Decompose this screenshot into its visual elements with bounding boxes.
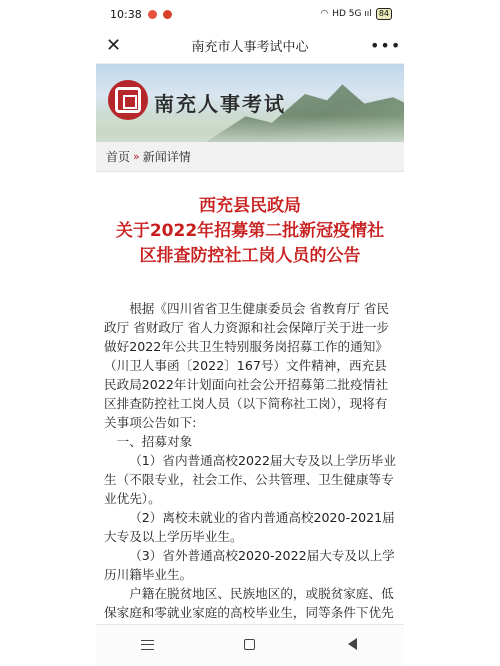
back-button[interactable] — [333, 638, 373, 654]
app-notification-icon — [148, 10, 157, 19]
status-left — [110, 8, 172, 21]
page-title: 南充市人事考试中心 — [191, 40, 309, 55]
back-triangle-icon — [348, 638, 357, 650]
article-title-line: 西充县民政局 — [199, 196, 301, 216]
banner-haze — [96, 116, 404, 142]
site-banner — [96, 64, 404, 142]
recent-apps-button[interactable] — [127, 638, 167, 654]
breadcrumb-home-link[interactable]: 首页 — [106, 150, 131, 164]
home-square-icon — [244, 639, 255, 650]
breadcrumb-separator-icon: » — [133, 150, 140, 163]
article-paragraph: 户籍在脱贫地区、民族地区的，或脱贫家庭、低保家庭和零就业家庭的高校毕业生，同等条件下优先 — [104, 586, 394, 620]
more-menu-button[interactable]: ••• — [369, 36, 402, 55]
system-navigation-bar — [96, 624, 404, 666]
status-right — [320, 8, 392, 20]
home-button[interactable] — [230, 638, 270, 654]
article-paragraph: （1）省内普通高校2022届大专及以上学历毕业生（不限专业，社会工作、公共管理、卫生健康等专业优先）。 — [104, 453, 396, 506]
close-icon[interactable]: ✕ — [106, 35, 122, 56]
logo-mark — [115, 87, 141, 113]
battery-icon: 84 — [376, 8, 392, 20]
article-paragraph: （2）离校未就业的省内普通高校2020-2021届大专及以上学历毕业生。 — [104, 510, 395, 544]
menu-icon — [141, 640, 154, 650]
article-section-heading: 一、招募对象 — [116, 434, 193, 449]
site-name: 南充人事考试 — [154, 92, 286, 116]
phone-screen — [96, 0, 404, 666]
article-paragraph: 根据《四川省省卫生健康委员会 省教育厅 省民政厅 省财政厅 省人力资源和社会保障厅关于进一步做好2022年公共卫生特别服务岗招募工作的通知》（川卫人事函〔2022〕167号）文件精神，西充县民政局2022年计划面向社会公开招募第二批疫情社区排查防控社工岗人员（以下简称社工岗），现将有关事项公告如下: — [104, 301, 390, 430]
article-title — [96, 194, 404, 269]
site-logo-icon[interactable] — [108, 80, 148, 120]
wifi-icon: ◠ — [320, 9, 329, 19]
signal-icon: HD 5G ııl — [332, 9, 372, 19]
app-notification-icon — [163, 10, 172, 19]
article-body — [96, 299, 404, 641]
nav-bar — [96, 28, 404, 64]
article-title-line: 关于2022年招募第二批新冠疫情社 — [115, 221, 385, 241]
article-paragraph: （3）省外普通高校2020-2022届大专及以上学历川籍毕业生。 — [104, 548, 395, 582]
article-title-line: 区排查防控社工岗人员的公告 — [139, 246, 361, 266]
breadcrumb-current: 新闻详情 — [142, 150, 191, 164]
status-time: 10:38 — [110, 7, 142, 21]
breadcrumb — [96, 142, 404, 172]
status-bar — [96, 0, 404, 28]
